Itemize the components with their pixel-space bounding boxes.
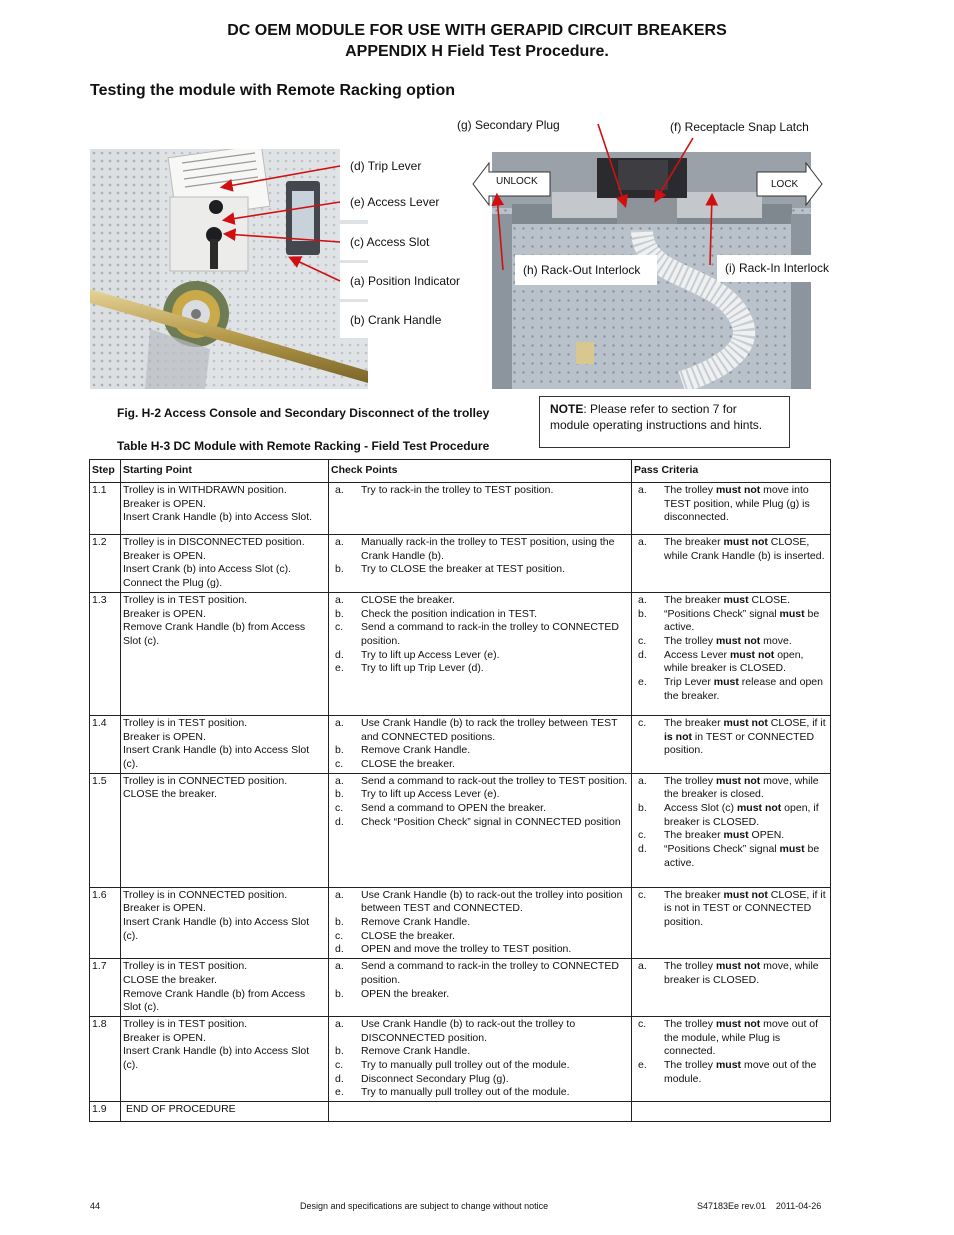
unlock-label: UNLOCK xyxy=(496,176,538,187)
field-test-table xyxy=(89,459,831,1122)
callout-position-indicator: (a) Position Indicator xyxy=(340,263,468,299)
pass-criterion-item xyxy=(634,635,828,649)
check-point-item-text: Use Crank Handle (b) to rack-out the trolley into position between TEST and CONNECTED. xyxy=(361,888,623,915)
check-point-item xyxy=(331,960,629,987)
check-point-item-letter: a. xyxy=(335,593,344,606)
table-row xyxy=(90,1016,831,1101)
pass-criterion-item-letter: a. xyxy=(638,484,647,496)
check-point-item xyxy=(331,662,629,676)
check-point-item-text: Try to lift up Access Lever (e). xyxy=(361,788,500,801)
figure-caption: Fig. H-2 Access Console and Secondary Disconnect of the trolley xyxy=(117,406,490,420)
check-points-cell xyxy=(329,715,632,773)
check-point-item xyxy=(331,930,629,944)
appendix-title: APPENDIX H Field Test Procedure. xyxy=(345,43,609,60)
pass-criterion-item xyxy=(634,676,828,703)
table-row xyxy=(90,483,831,535)
pass-criteria-cell xyxy=(632,535,831,593)
callout-arrows xyxy=(0,0,954,420)
check-point-item xyxy=(331,484,629,498)
step-cell: 1.9 xyxy=(90,1102,121,1122)
pass-criteria-cell xyxy=(632,1102,831,1122)
footer-disclaimer: Design and specifications are subject to change without notice xyxy=(300,1201,549,1211)
starting-point-line: Trolley is in TEST position. xyxy=(123,716,248,729)
check-point-item-letter: b. xyxy=(335,744,344,757)
check-point-item-letter: d. xyxy=(335,943,344,956)
pass-criterion-item xyxy=(634,889,828,930)
starting-point-line: Insert Crank Handle (b) into Access Slot. xyxy=(123,511,313,524)
check-point-item-letter: b. xyxy=(335,987,344,1000)
check-point-item xyxy=(331,802,629,816)
check-point-item xyxy=(331,594,629,608)
pass-criteria-cell xyxy=(632,715,831,773)
step-cell: 1.8 xyxy=(90,1016,121,1101)
pass-criterion-item-text: “Positions Check” signal must be active. xyxy=(664,843,820,869)
pass-criterion-item-letter: c. xyxy=(638,888,647,901)
pass-criterion-item xyxy=(634,843,828,870)
note-box xyxy=(539,396,790,448)
check-point-item-letter: a. xyxy=(335,960,344,973)
check-points-cell xyxy=(329,535,632,593)
starting-point-line: Insert Crank Handle (b) into Access Slot (c). xyxy=(123,1045,310,1072)
starting-point-cell xyxy=(121,1016,329,1101)
callout-access-lever: (e) Access Lever xyxy=(340,184,468,220)
check-point-item xyxy=(331,621,629,648)
pass-criterion-list xyxy=(634,594,828,704)
starting-point-line: Insert Crank Handle (b) into Access Slot (c). xyxy=(123,916,310,942)
pass-criterion-item-letter: e. xyxy=(638,1059,647,1072)
check-point-item-letter: d. xyxy=(335,815,344,828)
pass-criterion-item-letter: b. xyxy=(638,607,647,620)
check-point-item-letter: a. xyxy=(335,1017,344,1030)
pass-criterion-item-text: The trolley must not move. xyxy=(664,634,792,647)
starting-point-line: Insert Crank Handle (b) into Access Slot (c). xyxy=(123,744,310,770)
check-points-cell xyxy=(329,592,632,715)
check-point-list xyxy=(331,484,629,498)
pass-criterion-item-letter: a. xyxy=(638,774,647,787)
pass-criterion-item-text: The trolley must not move, while the breaker is closed. xyxy=(664,774,819,801)
starting-point-line: Remove Crank Handle (b) from Access Slot (c). xyxy=(123,987,306,1014)
callout-crank-handle: (b) Crank Handle xyxy=(340,302,468,338)
check-point-item-letter: c. xyxy=(335,1059,344,1072)
check-point-item-text: CLOSE the breaker. xyxy=(361,593,455,606)
check-point-item-text: Try to CLOSE the breaker at TEST position. xyxy=(361,563,566,576)
header-check-points: Check Points xyxy=(329,460,632,483)
check-point-item xyxy=(331,988,629,1002)
check-point-list xyxy=(331,889,629,958)
starting-point-line: Breaker is OPEN. xyxy=(123,902,206,915)
starting-point-cell xyxy=(121,773,329,887)
pass-criterion-item xyxy=(634,829,828,843)
check-point-item-text: Try to rack-in the trolley to TEST position. xyxy=(361,484,554,496)
starting-point-line: Breaker is OPEN. xyxy=(123,730,206,743)
header-starting-point: Starting Point xyxy=(121,460,329,483)
pass-criterion-item-letter: a. xyxy=(638,536,647,548)
check-point-item-text: Use Crank Handle (b) to rack the trolley between TEST and CONNECTED positions. xyxy=(361,716,618,743)
check-point-item-text: Disconnect Secondary Plug (g). xyxy=(361,1072,509,1085)
check-point-item-letter: d. xyxy=(335,1072,344,1085)
pass-criterion-list xyxy=(634,960,828,987)
pass-criterion-item-text: The trolley must move out of the module. xyxy=(664,1059,817,1085)
check-point-item-text: Use Crank Handle (b) to rack-out the trolley to DISCONNECTED position. xyxy=(361,1017,576,1044)
pass-criterion-item-text: The breaker must CLOSE. xyxy=(664,593,791,606)
pass-criteria-cell xyxy=(632,1016,831,1101)
pass-criterion-item-text: Access Lever must not open, while breaker is CLOSED. xyxy=(664,648,804,675)
pass-criterion-item xyxy=(634,608,828,635)
starting-point-line: Breaker is OPEN. xyxy=(123,497,206,510)
starting-point-line: Trolley is in TEST position. xyxy=(123,1017,248,1030)
step-cell: 1.2 xyxy=(90,535,121,593)
check-point-item xyxy=(331,775,629,789)
starting-point-line: Breaker is OPEN. xyxy=(123,549,206,562)
pass-criterion-item xyxy=(634,717,828,758)
pass-criterion-list xyxy=(634,775,828,871)
check-point-item-letter: b. xyxy=(335,563,344,576)
pass-criterion-item-text: Trip Lever must release and open the breaker. xyxy=(664,676,823,702)
pass-criterion-item-text: Access Slot (c) must not open, if breaker is CLOSED. xyxy=(664,802,819,828)
check-point-item-letter: c. xyxy=(335,802,344,815)
check-point-item-text: Remove Crank Handle. xyxy=(361,1045,471,1058)
check-point-item xyxy=(331,889,629,916)
table-row xyxy=(90,715,831,773)
pass-criterion-list xyxy=(634,536,828,563)
check-point-item-text: Send a command to rack-in the trolley to CONNECTED position. xyxy=(361,621,619,647)
header-step: Step xyxy=(90,460,121,483)
check-point-item-text: OPEN and move the trolley to TEST position. xyxy=(361,943,572,956)
pass-criterion-item-letter: c. xyxy=(638,1017,647,1030)
check-point-list xyxy=(331,717,629,772)
table-row xyxy=(90,773,831,887)
pass-criterion-item-letter: e. xyxy=(638,676,647,689)
pass-criterion-item xyxy=(634,484,828,525)
check-point-list xyxy=(331,775,629,830)
check-point-item xyxy=(331,1018,629,1045)
check-point-item xyxy=(331,717,629,744)
check-point-item-letter: a. xyxy=(335,536,344,548)
pass-criterion-item xyxy=(634,802,828,829)
step-cell: 1.3 xyxy=(90,592,121,715)
starting-point-line: Trolley is in DISCONNECTED position. xyxy=(123,536,305,548)
starting-point-line: CLOSE the breaker. xyxy=(123,788,217,801)
table-row xyxy=(90,1102,831,1122)
check-point-item xyxy=(331,563,629,577)
pass-criterion-item-letter: c. xyxy=(638,634,647,647)
pass-criterion-item-letter: a. xyxy=(638,960,647,973)
pass-criteria-cell xyxy=(632,887,831,959)
check-point-item-letter: d. xyxy=(335,648,344,661)
check-point-item-text: Try to lift up Trip Lever (d). xyxy=(361,662,484,675)
pass-criterion-item xyxy=(634,594,828,608)
check-point-item-text: Send a command to rack-in the trolley to CONNECTED position. xyxy=(361,960,619,986)
check-point-list xyxy=(331,594,629,676)
note-text: : Please refer to section 7 for module operating instructions and hints. xyxy=(550,402,763,432)
starting-point-cell xyxy=(121,535,329,593)
pass-criterion-item-text: The breaker must OPEN. xyxy=(664,829,785,842)
check-point-item-text: Send a command to OPEN the breaker. xyxy=(361,802,547,815)
pass-criterion-item xyxy=(634,536,828,563)
pass-criteria-cell xyxy=(632,483,831,535)
check-point-item-text: Check the position indication in TEST. xyxy=(361,607,538,620)
check-point-item xyxy=(331,744,629,758)
note-label: NOTE xyxy=(550,402,584,416)
check-point-item-text: Try to manually pull trolley out of the module. xyxy=(361,1086,570,1099)
starting-point-line: Trolley is in WITHDRAWN position. xyxy=(123,484,287,496)
label-rack-out-interlock: (h) Rack-Out Interlock xyxy=(515,255,657,285)
starting-point-cell xyxy=(121,715,329,773)
check-point-item-letter: b. xyxy=(335,1045,344,1058)
check-point-item-letter: e. xyxy=(335,662,344,675)
pass-criterion-item-text: The trolley must not move out of the module, while Plug is connected. xyxy=(664,1017,819,1058)
pass-criterion-item-letter: c. xyxy=(638,716,647,729)
pass-criterion-item-text: “Positions Check” signal must be active. xyxy=(664,607,820,634)
pass-criteria-cell xyxy=(632,773,831,887)
step-cell: 1.7 xyxy=(90,959,121,1017)
table-row xyxy=(90,959,831,1017)
check-point-item-letter: e. xyxy=(335,1086,344,1099)
check-point-item-text: Manually rack-in the trolley to TEST position, using the Crank Handle (b). xyxy=(361,536,615,562)
table-header-row xyxy=(90,460,831,483)
starting-point-line: Trolley is in TEST position. xyxy=(123,960,248,973)
pass-criterion-item-letter: d. xyxy=(638,843,647,856)
check-point-item-text: Check “Position Check” signal in CONNECTED position xyxy=(361,815,621,828)
pass-criterion-item xyxy=(634,1059,828,1086)
check-point-item-letter: a. xyxy=(335,774,344,787)
step-cell: 1.4 xyxy=(90,715,121,773)
pass-criterion-item-text: The trolley must not move, while breaker is CLOSED. xyxy=(664,960,819,986)
check-point-item-letter: c. xyxy=(335,929,344,942)
check-points-cell xyxy=(329,959,632,1017)
starting-point-cell xyxy=(121,592,329,715)
check-point-item-letter: a. xyxy=(335,888,344,901)
pass-criterion-list xyxy=(634,484,828,525)
check-point-item-text: Try to manually pull trolley out of the module. xyxy=(361,1059,570,1072)
starting-point-cell xyxy=(121,959,329,1017)
starting-point-cell xyxy=(121,887,329,959)
pass-criterion-list xyxy=(634,889,828,930)
check-point-item xyxy=(331,1073,629,1087)
starting-point-line: END OF PROCEDURE xyxy=(126,1103,236,1116)
check-point-item-letter: c. xyxy=(335,621,344,634)
document-title: DC OEM MODULE FOR USE WITH GERAPID CIRCUIT BREAKERS xyxy=(227,22,727,39)
check-point-item xyxy=(331,1045,629,1059)
pass-criterion-list xyxy=(634,1018,828,1087)
check-point-item xyxy=(331,1059,629,1073)
check-point-item xyxy=(331,536,629,563)
pass-criterion-list xyxy=(634,717,828,758)
starting-point-line: Remove Crank Handle (b) from Access Slot (c). xyxy=(123,621,306,647)
starting-point-line: Trolley is in TEST position. xyxy=(123,593,248,606)
callout-trip-lever: (d) Trip Lever xyxy=(340,148,468,184)
label-receptacle-snap-latch: (f) Receptacle Snap Latch xyxy=(670,120,809,134)
pass-criterion-item-text: The breaker must not CLOSE, while Crank Handle (b) is inserted. xyxy=(664,536,825,562)
page-number: 44 xyxy=(90,1201,101,1211)
pass-criteria-cell xyxy=(632,592,831,715)
pass-criterion-item-letter: b. xyxy=(638,802,647,815)
check-point-item-letter: a. xyxy=(335,716,344,729)
check-points-cell xyxy=(329,887,632,959)
check-point-item-text: Send a command to rack-out the trolley to TEST position. xyxy=(361,774,628,787)
check-point-item-text: OPEN the breaker. xyxy=(361,987,450,1000)
check-point-item-text: CLOSE the breaker. xyxy=(361,757,455,770)
table-caption: Table H-3 DC Module with Remote Racking - Field Test Procedure xyxy=(117,439,490,453)
check-points-cell xyxy=(329,1102,632,1122)
check-points-cell xyxy=(329,773,632,887)
check-point-item xyxy=(331,649,629,663)
label-secondary-plug: (g) Secondary Plug xyxy=(457,118,560,132)
check-point-item xyxy=(331,1086,629,1100)
check-point-item-letter: a. xyxy=(335,484,344,496)
pass-criterion-item-text: The trolley must not move into TEST position, while Plug (g) is disconnected. xyxy=(664,484,810,524)
step-cell: 1.5 xyxy=(90,773,121,887)
pass-criterion-item-text: The breaker must not CLOSE, if it is not in TEST or CONNECTED position. xyxy=(664,888,826,929)
starting-point-line: Connect the Plug (g). xyxy=(123,577,223,590)
check-point-list xyxy=(331,536,629,577)
footer-docref: S47183Ee rev.01 2011-04-26 xyxy=(697,1201,822,1211)
lock-label: LOCK xyxy=(771,179,799,190)
check-points-cell xyxy=(329,1016,632,1101)
section-heading: Testing the module with Remote Racking option xyxy=(90,82,456,99)
check-point-item-letter: b. xyxy=(335,788,344,801)
callout-access-slot: (c) Access Slot xyxy=(340,224,468,260)
step-cell: 1.6 xyxy=(90,887,121,959)
check-point-item-letter: c. xyxy=(335,757,344,770)
check-point-list xyxy=(331,1018,629,1100)
check-point-item xyxy=(331,943,629,957)
step-cell: 1.1 xyxy=(90,483,121,535)
starting-point-line: Trolley is in CONNECTED position. xyxy=(123,888,288,901)
starting-point-line: CLOSE the breaker. xyxy=(123,973,217,986)
check-point-list xyxy=(331,960,629,1001)
check-point-item xyxy=(331,916,629,930)
check-points-cell xyxy=(329,483,632,535)
table-row xyxy=(90,592,831,715)
pass-criterion-item xyxy=(634,960,828,987)
pass-criterion-item-letter: a. xyxy=(638,593,647,606)
starting-point-line: Breaker is OPEN. xyxy=(123,1031,206,1044)
check-point-item-text: Remove Crank Handle. xyxy=(361,916,471,929)
table-row xyxy=(90,535,831,593)
check-point-item xyxy=(331,816,629,830)
starting-point-line: Trolley is in CONNECTED position. xyxy=(123,774,288,787)
check-point-item-letter: b. xyxy=(335,607,344,620)
pass-criterion-item xyxy=(634,649,828,676)
check-point-item-text: Try to lift up Access Lever (e). xyxy=(361,648,500,661)
pass-criterion-item-letter: c. xyxy=(638,829,647,842)
check-point-item-letter: b. xyxy=(335,916,344,929)
table-row xyxy=(90,887,831,959)
pass-criterion-item-text: The breaker must not CLOSE, if it is not in TEST or CONNECTED position. xyxy=(664,716,826,757)
check-point-item xyxy=(331,608,629,622)
starting-point-cell xyxy=(121,483,329,535)
check-point-item xyxy=(331,758,629,772)
pass-criterion-item xyxy=(634,775,828,802)
check-point-item xyxy=(331,788,629,802)
pass-criterion-item xyxy=(634,1018,828,1059)
starting-point-line: Breaker is OPEN. xyxy=(123,607,206,620)
starting-point-cell xyxy=(121,1102,329,1122)
check-point-item-text: Remove Crank Handle. xyxy=(361,744,471,757)
header-pass-criteria: Pass Criteria xyxy=(632,460,831,483)
label-rack-in-interlock: (i) Rack-In Interlock xyxy=(717,255,835,282)
pass-criteria-cell xyxy=(632,959,831,1017)
pass-criterion-item-letter: d. xyxy=(638,648,647,661)
check-point-item-text: CLOSE the breaker. xyxy=(361,929,455,942)
starting-point-line: Insert Crank (b) into Access Slot (c). xyxy=(123,563,292,576)
